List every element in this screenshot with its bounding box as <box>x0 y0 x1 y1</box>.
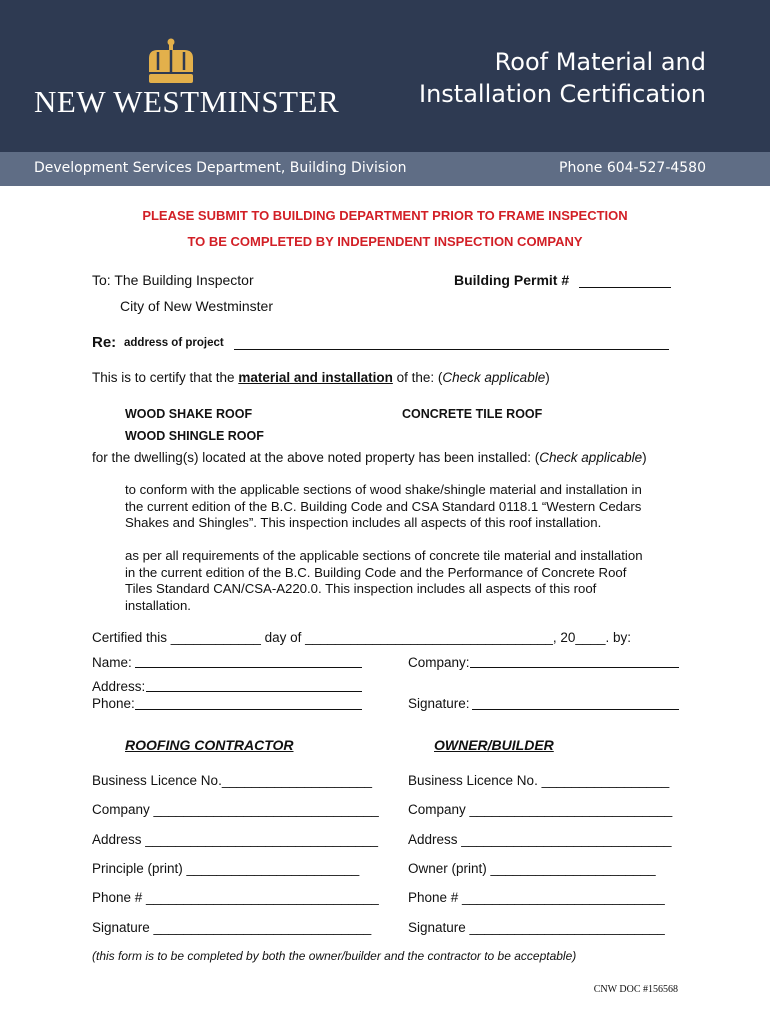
concrete-tile-option: CONCRETE TILE ROOF <box>402 407 543 421</box>
concrete-tile-checkbox[interactable] <box>384 408 398 422</box>
wood-conform-checkbox[interactable] <box>106 484 120 498</box>
project-address-field[interactable] <box>234 349 669 350</box>
contractor-phone-field[interactable]: Phone # _______________________________ <box>92 890 379 905</box>
completion-footnote: (this form is to be completed by both the owner/builder and the contractor to be acceptable) <box>92 949 577 963</box>
owner-phone-field[interactable]: Phone # ___________________________ <box>408 890 665 905</box>
city-logo-text: NEW WESTMINSTER <box>34 84 340 119</box>
department-bar <box>0 152 770 186</box>
wood-shingle-checkbox[interactable] <box>106 430 120 444</box>
address-label: Address: <box>92 679 146 694</box>
contractor-address-field[interactable]: Address _______________________________ <box>92 832 379 847</box>
name-label: Name: <box>92 655 132 670</box>
address-field[interactable] <box>146 691 362 692</box>
contractor-licence-field[interactable]: Business Licence No.____________________ <box>92 773 372 788</box>
contractor-company-field[interactable]: Company ______________________________ <box>92 802 379 817</box>
department-name: Development Services Department, Building Division <box>34 160 407 176</box>
re-label: Re: <box>92 334 117 351</box>
wood-shake-option: WOOD SHAKE ROOF <box>125 407 253 421</box>
project-address-label: address of project <box>124 337 224 349</box>
owner-licence-field[interactable]: Business Licence No. _________________ <box>408 773 670 788</box>
owner-signature-field[interactable]: Signature __________________________ <box>408 920 665 935</box>
company-label: Company: <box>408 655 470 670</box>
phone-field[interactable] <box>135 709 362 710</box>
owner-builder-heading: OWNER/BUILDER <box>434 737 554 753</box>
building-permit-label: Building Permit # <box>454 272 570 288</box>
tile-conform-text: as per all requirements of the applicable sections of concrete tile material and installation in the current edition of the B.C. Building Code and the Performance of Concrete Roof Tiles Standard CAN/CSA-A220.0. This inspection includes all aspects of this roof installation. <box>125 548 643 613</box>
form-title-line-1: Roof Material and <box>494 48 706 76</box>
document-id: CNW DOC #156568 <box>593 984 678 995</box>
owner-company-field[interactable]: Company ___________________________ <box>408 802 673 817</box>
inspection-notice: TO BE COMPLETED BY INDEPENDENT INSPECTION COMPANY <box>187 234 583 249</box>
certify-statement: This is to certify that the material and installation of the: (Check applicable) <box>92 370 550 385</box>
submission-notice: PLEASE SUBMIT TO BUILDING DEPARTMENT PRIOR TO FRAME INSPECTION <box>142 208 628 223</box>
wood-conform-text: to conform with the applicable sections of wood shake/shingle material and installation in the current edition of the B.C. Building Code and CSA Standard 0118.1 “Western Cedars Shakes and Shingles”. This inspection includes all aspects of this roof installation. <box>125 482 642 530</box>
city-name: City of New Westminster <box>120 298 273 314</box>
dwelling-statement: for the dwelling(s) located at the above noted property has been installed: (Check applicable) <box>92 450 647 465</box>
building-permit-field[interactable] <box>579 287 671 288</box>
contractor-principle-field[interactable]: Principle (print) _______________________ <box>92 861 360 876</box>
certified-date-line[interactable]: Certified this ____________ day of _________________________________, 20____. by: <box>92 630 631 645</box>
signature-label: Signature: <box>408 696 470 711</box>
roofing-contractor-heading: ROOFING CONTRACTOR <box>125 737 294 753</box>
signature-field[interactable] <box>472 709 679 710</box>
form-title-line-2: Installation Certification <box>418 80 706 108</box>
wood-shake-checkbox[interactable] <box>106 408 120 422</box>
wood-shingle-option: WOOD SHINGLE ROOF <box>125 429 264 443</box>
to-inspector: To: The Building Inspector <box>92 272 254 288</box>
crown-logo-icon <box>146 38 196 86</box>
name-field[interactable] <box>135 667 362 668</box>
department-phone: Phone 604-527-4580 <box>559 160 706 176</box>
owner-address-field[interactable]: Address ____________________________ <box>408 832 672 847</box>
owner-print-field[interactable]: Owner (print) ______________________ <box>408 861 656 876</box>
contractor-signature-field[interactable]: Signature _____________________________ <box>92 920 372 935</box>
page-header <box>0 0 770 152</box>
tile-conform-checkbox[interactable] <box>106 550 120 564</box>
company-field[interactable] <box>470 667 679 668</box>
phone-label: Phone: <box>92 696 135 711</box>
